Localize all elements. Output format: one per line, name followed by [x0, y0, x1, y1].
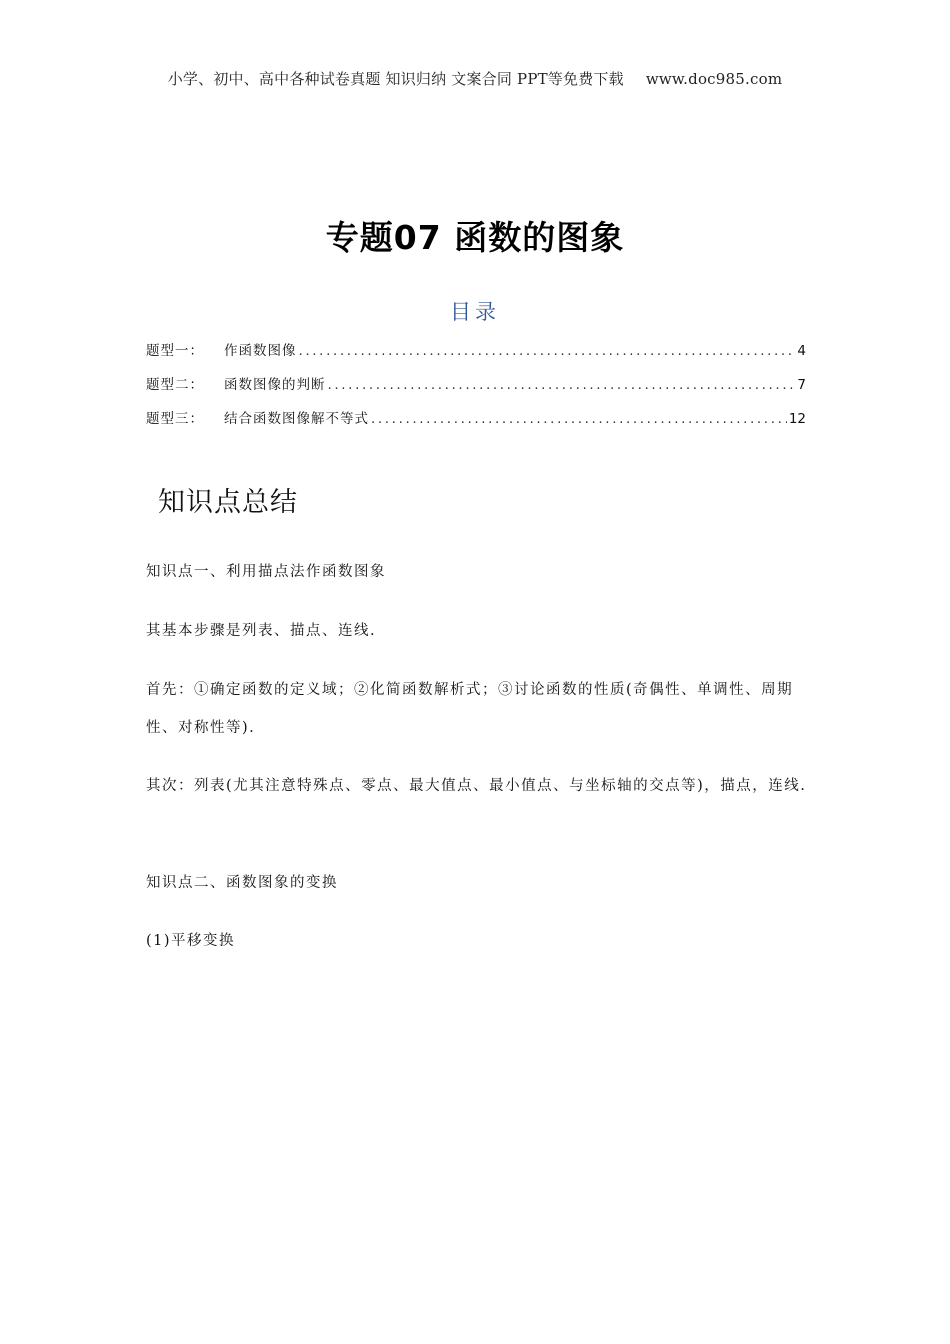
paragraph-knowledge-point-2: 知识点二、函数图象的变换 [146, 875, 338, 891]
document-title: 专题07 函数的图象 [325, 218, 625, 257]
toc-heading: 目录 [450, 300, 500, 324]
table-of-contents [146, 340, 806, 442]
paragraph-translation-transform: (1)平移变换 [146, 933, 236, 949]
toc-entry-3[interactable] [146, 408, 806, 442]
toc-leader-dots [328, 374, 796, 396]
paragraph-second: 其次：列表(尤其注意特殊点、零点、最大值点、最小值点、与坐标轴的交点等)，描点，连线. [146, 778, 807, 794]
toc-entry-page: 12 [788, 411, 806, 427]
toc-entry-label: 题型三： [146, 411, 204, 427]
toc-leader-dots [299, 340, 796, 362]
toc-entry-title: 作函数图像 [224, 343, 297, 359]
toc-entry-title: 函数图像的判断 [224, 377, 326, 393]
header-site-link[interactable]: www.doc985.com [645, 70, 783, 88]
toc-leader-dots [371, 408, 787, 430]
paragraph-first: 首先：①确定函数的定义域；②化简函数解析式；③讨论函数的性质(奇偶性、单调性、周期性、对称性等). [146, 682, 794, 736]
paragraph-basic-steps: 其基本步骤是列表、描点、连线. [146, 623, 377, 639]
toc-entry-1[interactable] [146, 340, 806, 374]
header-text: 小学、初中、高中各种试卷真题 知识归纳 文案合同 PPT等免费下载 [167, 70, 624, 88]
toc-entry-page: 7 [797, 377, 806, 393]
toc-entry-label: 题型一： [146, 343, 204, 359]
page-header [0, 68, 950, 89]
toc-entry-2[interactable] [146, 374, 806, 408]
section-heading: 知识点总结 [158, 487, 298, 518]
toc-entry-page: 4 [797, 343, 806, 359]
toc-entry-title: 结合函数图像解不等式 [224, 411, 369, 427]
paragraph-knowledge-point-1: 知识点一、利用描点法作函数图象 [146, 564, 386, 580]
toc-entry-label: 题型二： [146, 377, 204, 393]
